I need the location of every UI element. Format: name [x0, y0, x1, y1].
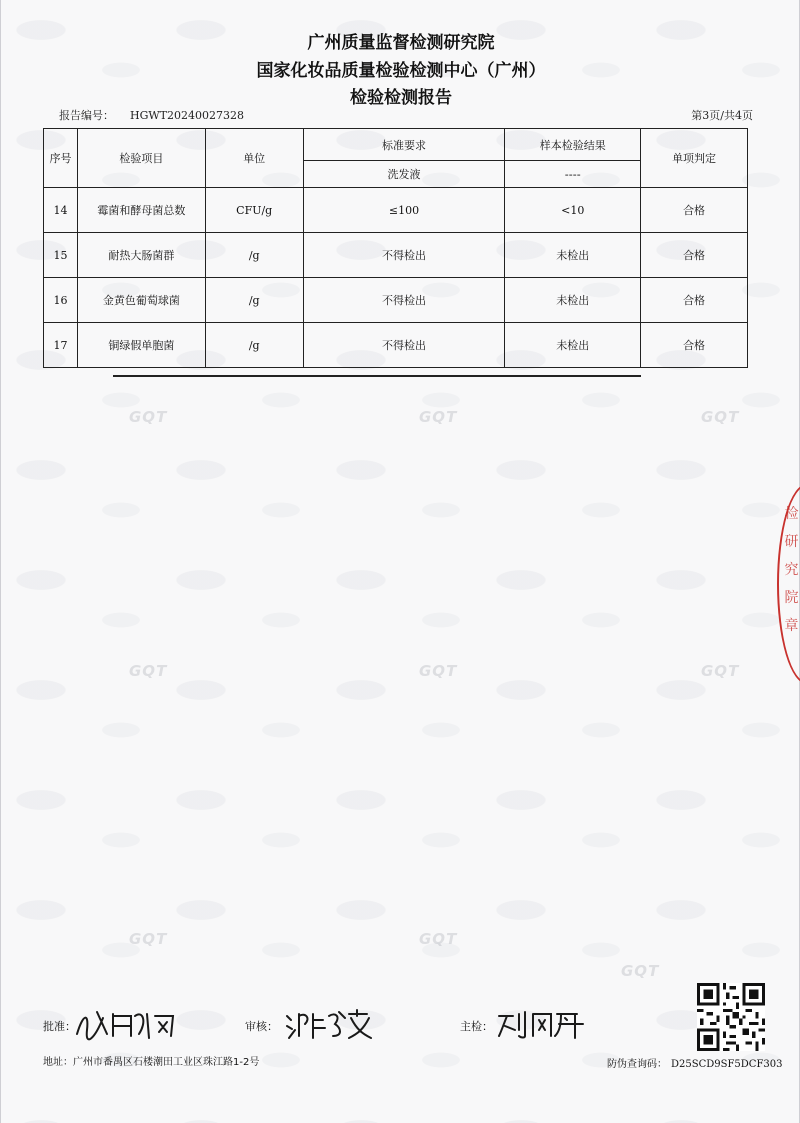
- org-name-secondary: 国家化妆品质量检验检测中心（广州）: [256, 61, 546, 81]
- cell-result: 未检出: [505, 233, 641, 278]
- official-seal-text: 检 研 究 院 章: [784, 506, 799, 634]
- cell-standard: 不得检出: [303, 233, 505, 278]
- header-unit: 单位: [205, 129, 303, 188]
- table-row: [44, 323, 748, 368]
- page-info: 第3页/共4页: [691, 109, 753, 122]
- cell-judgement: 合格: [641, 233, 748, 278]
- watermark-gqt: GQT: [701, 408, 740, 426]
- header-result: 样本检验结果: [505, 129, 641, 161]
- cell-standard: 不得检出: [303, 278, 505, 323]
- cell-result: <10: [505, 188, 641, 233]
- approver-signature: [73, 1004, 185, 1042]
- report-number-value: HGWT20240027328: [130, 109, 245, 122]
- report-number: [59, 107, 244, 123]
- cell-unit: /g: [205, 278, 303, 323]
- cell-standard: 不得检出: [303, 323, 505, 368]
- cell-item: 铜绿假单胞菌: [77, 323, 205, 368]
- address-line: [43, 1053, 259, 1068]
- cell-unit: /g: [205, 323, 303, 368]
- org-name-primary: 广州质量监督检测研究院: [307, 33, 495, 53]
- table-row: [44, 233, 748, 278]
- table-header-row: [44, 129, 748, 161]
- cell-result: 未检出: [505, 278, 641, 323]
- approve-label: 批准：: [43, 1020, 76, 1033]
- address-value: 广州市番禺区石楼潮田工业区珠江路1-2号: [73, 1057, 260, 1068]
- cell-item: 霉菌和酵母菌总数: [77, 188, 205, 233]
- watermark-gqt: GQT: [129, 408, 168, 426]
- reviewer-signature: [283, 1004, 375, 1042]
- header-result-sub: ----: [505, 161, 641, 188]
- cell-result: 未检出: [505, 323, 641, 368]
- cell-judgement: 合格: [641, 323, 748, 368]
- watermark-gqt: GQT: [129, 662, 168, 680]
- inspector-signature: [495, 1006, 591, 1040]
- watermark-gqt: GQT: [419, 930, 458, 948]
- watermark-gqt: GQT: [621, 962, 660, 980]
- watermark-gqt: GQT: [419, 408, 458, 426]
- header-judgement: 单项判定: [641, 129, 748, 188]
- header-standard-sub: 洗发液: [303, 161, 505, 188]
- watermark-gqt: GQT: [129, 930, 168, 948]
- review-label: 审核：: [245, 1020, 278, 1033]
- cell-seq: 17: [44, 323, 78, 368]
- cell-item: 耐热大肠菌群: [77, 233, 205, 278]
- cell-seq: 15: [44, 233, 78, 278]
- address-label: 地址：: [43, 1057, 73, 1068]
- cell-item: 金黄色葡萄球菌: [77, 278, 205, 323]
- table-row: [44, 188, 748, 233]
- table-row: [44, 278, 748, 323]
- report-number-label: 报告编号：: [59, 109, 114, 122]
- anti-fake-label: 防伪查询码：: [607, 1059, 667, 1070]
- header-item: 检验项目: [77, 129, 205, 188]
- cell-seq: 14: [44, 188, 78, 233]
- watermark-gqt: GQT: [701, 662, 740, 680]
- end-of-table-rule: [113, 375, 641, 377]
- anti-fake-value: D25SCD9SF5DCF303: [671, 1059, 783, 1070]
- header-standard: 标准要求: [303, 129, 505, 161]
- inspect-label: 主检：: [460, 1020, 493, 1033]
- results-table: [43, 128, 748, 368]
- header-seq: 序号: [44, 129, 78, 188]
- cell-standard: ≤100: [303, 188, 505, 233]
- document-title: 检验检测报告: [350, 88, 452, 108]
- watermark-gqt: GQT: [419, 662, 458, 680]
- cell-judgement: 合格: [641, 278, 748, 323]
- cell-unit: /g: [205, 233, 303, 278]
- qr-code-icon: [697, 983, 765, 1051]
- anti-fake-code: [607, 1055, 782, 1070]
- cell-judgement: 合格: [641, 188, 748, 233]
- cell-unit: CFU/g: [205, 188, 303, 233]
- cell-seq: 16: [44, 278, 78, 323]
